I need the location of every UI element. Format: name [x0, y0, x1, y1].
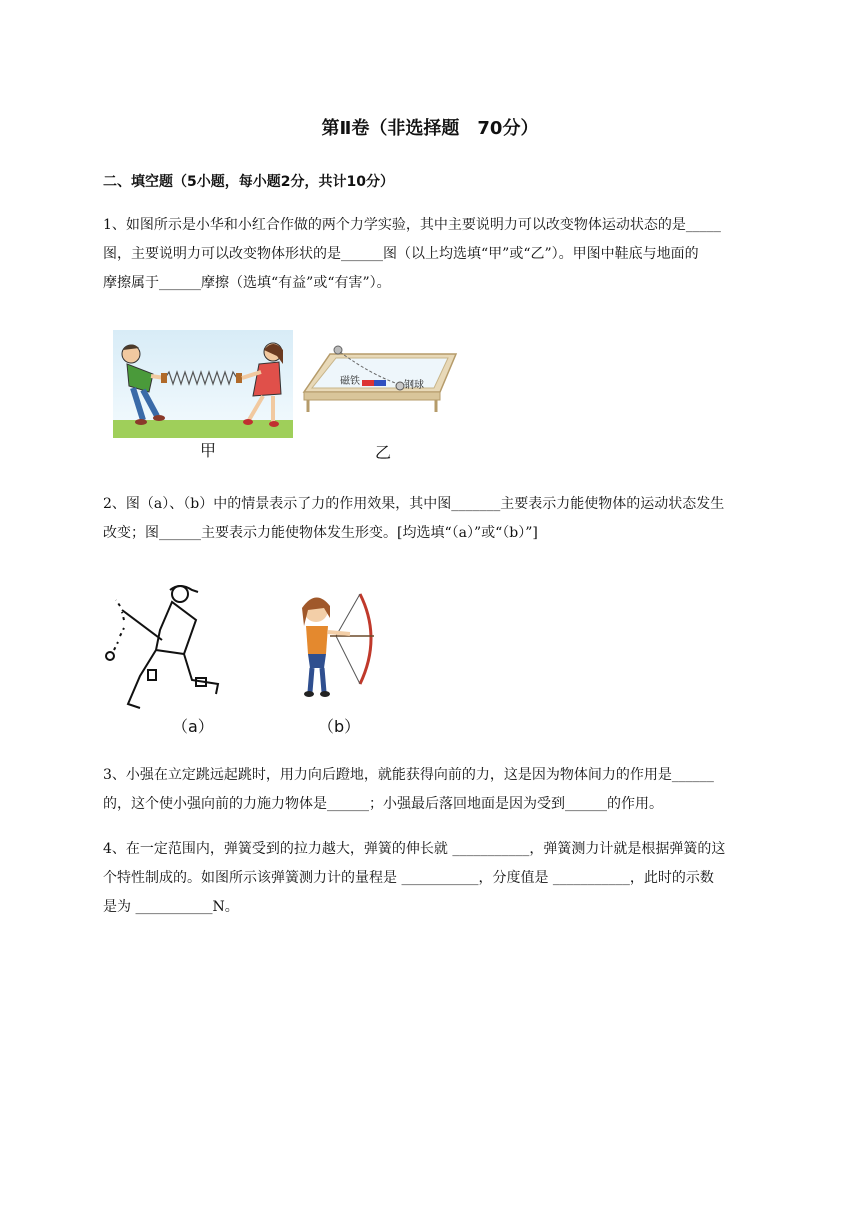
figure-caption-a: （a） [172, 717, 214, 736]
batter-figure [100, 580, 220, 720]
question-2 [103, 490, 803, 548]
figure-caption-jia: 甲 [200, 441, 217, 460]
figure-caption-b: （b） [318, 717, 361, 736]
question-3-line-1: 3、小强在立定跳远起跳时，用力向后蹬地，就能获得向前的力，这是因为物体间力的作用是______ [103, 767, 714, 783]
question-2-line-1: 2、图（a）、（b）中的情景表示了力的作用效果，其中图_______主要表示力能使物体的运动状态发生 [103, 496, 725, 512]
question-4 [103, 835, 803, 922]
question-1-line-2: 图，主要说明力可以改变物体形状的是______图（以上均选填“甲”或“乙”）。甲图中鞋底与地面的 [103, 246, 699, 262]
question-3 [103, 761, 803, 819]
magnet-tray-figure [300, 340, 460, 430]
magnet-label: 磁铁 [340, 376, 360, 387]
archer-figure [290, 588, 380, 703]
question-1-line-3: 摩擦属于______摩擦（选填“有益”或“有害”）。 [103, 275, 391, 291]
page-title: 第Ⅱ卷（非选择题 70分） [321, 118, 539, 139]
question-4-line-1: 4、在一定范围内，弹簧受到的拉力越大，弹簧的伸长就 ___________，弹簧测力计就是根据弹簧的这 [103, 841, 726, 857]
section-heading: 二、填空题（5小题，每小题2分，共计10分） [103, 174, 394, 190]
question-4-line-2: 个特性制成的。如图所示该弹簧测力计的量程是 ___________，分度值是 ___________，此时的示数 [103, 870, 714, 886]
steel-ball-label: 钢球 [404, 380, 424, 391]
figure-caption-yi: 乙 [375, 443, 392, 462]
question-3-line-2: 的，这个使小强向前的力施力物体是______；小强最后落回地面是因为受到______的作用。 [103, 796, 663, 812]
spring-tug-figure [113, 330, 293, 438]
question-4-line-3: 是为 ___________N。 [103, 899, 239, 915]
question-1 [103, 211, 803, 298]
question-2-line-2: 改变；图______主要表示力能使物体发生形变。[均选填“（a）”或“（b）”] [103, 525, 538, 541]
question-1-line-1: 1、如图所示是小华和小红合作做的两个力学实验，其中主要说明力可以改变物体运动状态的是_____ [103, 217, 721, 233]
